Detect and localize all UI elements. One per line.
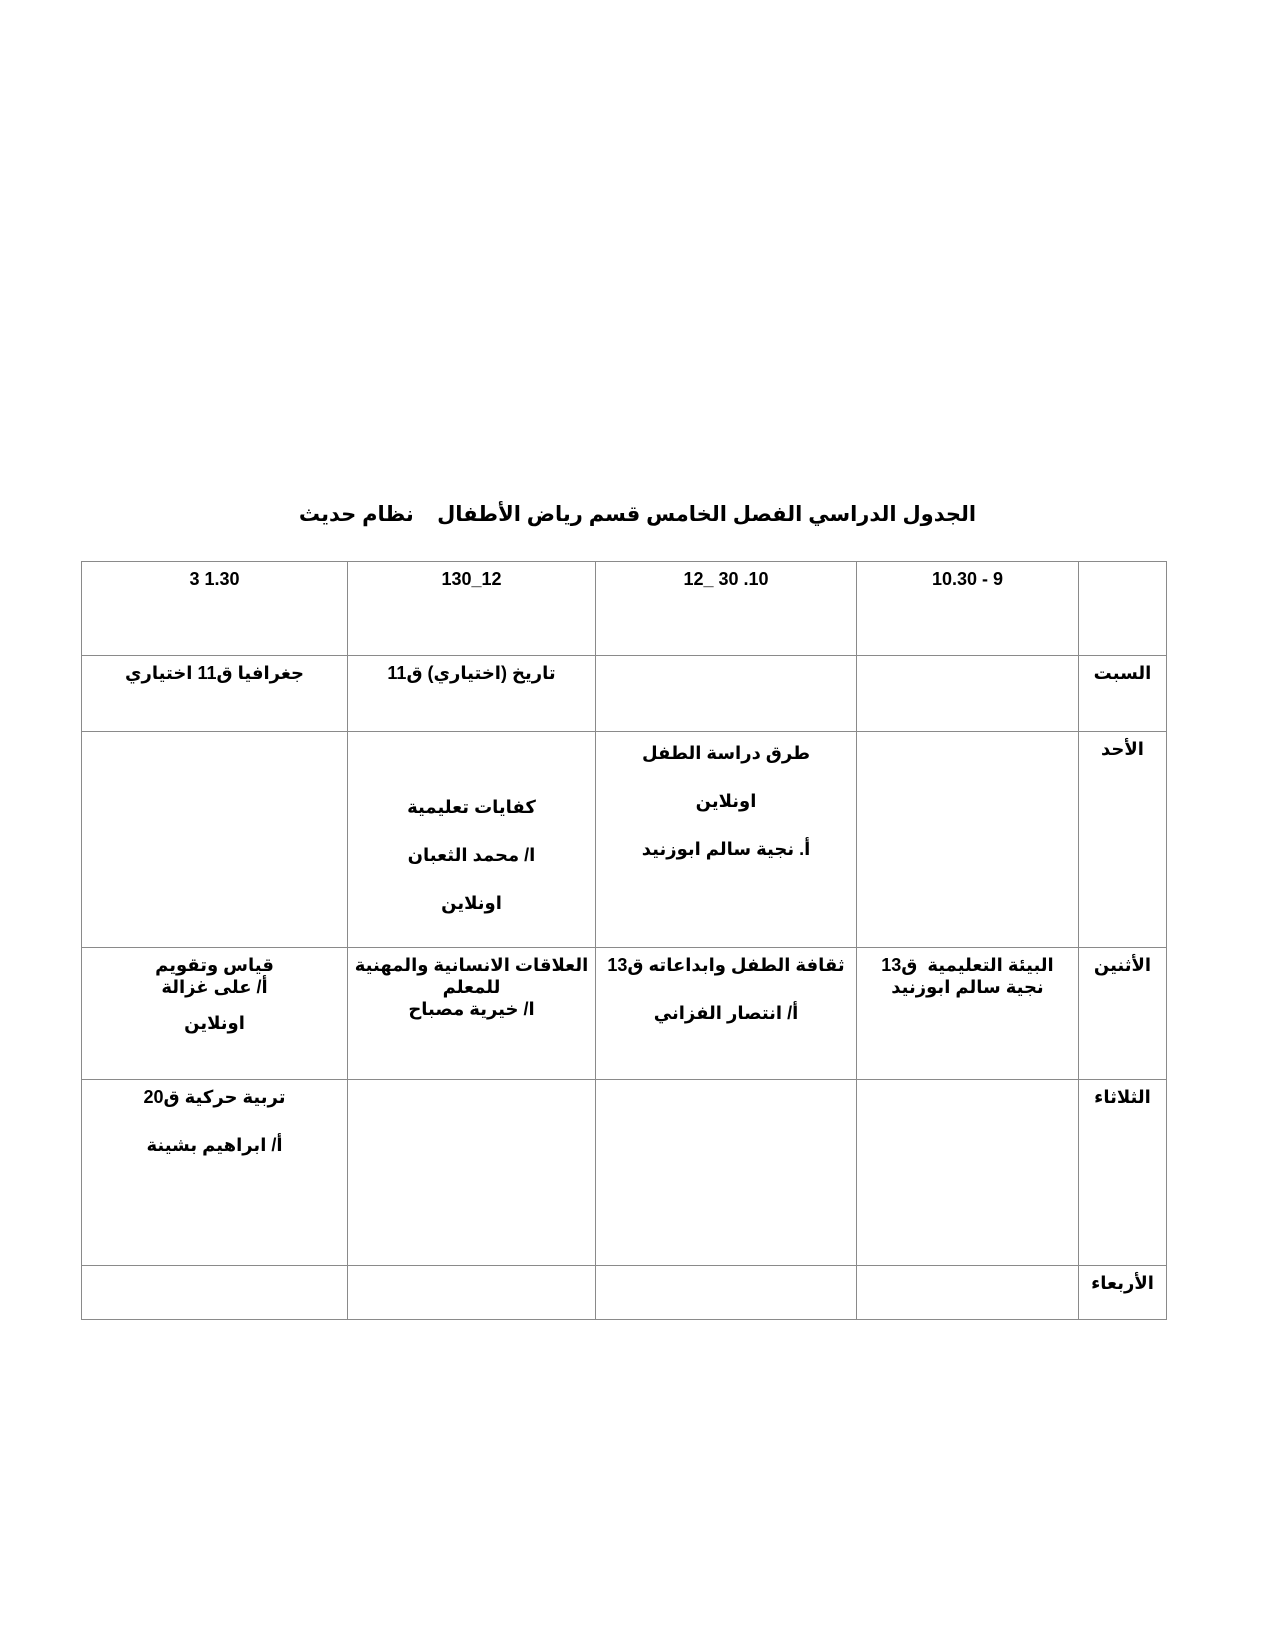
course-child-study-methods: طرق دراسة الطفل [641,743,811,763]
cell-mon-slot1 [857,948,1079,1080]
cell-sun-slot3 [348,732,596,948]
course-history: تاريخ (اختياري) ق11 [387,663,556,683]
cell-wed-slot2 [596,1266,857,1320]
header-row [82,562,1167,656]
instructor: أ. نجية سالم ابوزنيد [641,839,811,859]
course-learning-environment: البيئة التعليمية ق13 [881,955,1054,975]
corner-cell [1079,562,1167,656]
instructor: أ/ ابراهيم بشينة [146,1135,283,1155]
cell-sat-slot1 [857,656,1079,732]
time-slot-1: 9 - 10.30 [857,562,1079,656]
cell-sun-slot2 [596,732,857,948]
cell-wed-slot4 [82,1266,348,1320]
instructor: نجية سالم ابوزنيد [891,977,1044,997]
mode-online: اونلاين [695,791,757,811]
course-geography: جغرافيا ق11 اختياري [125,663,304,683]
time-slot-4: 1.30 3 [82,562,348,656]
cell-sat-slot4 [82,656,348,732]
day-monday: الأثنين [1079,948,1167,1080]
instructor: ا/ محمد الثعبان [407,845,536,865]
cell-sun-slot1 [857,732,1079,948]
cell-mon-slot2 [596,948,857,1080]
day-tuesday: الثلاثاء [1079,1080,1167,1266]
cell-tue-slot4 [82,1080,348,1266]
instructor: أ/ انتصار الفزاني [653,1003,799,1023]
cell-wed-slot1 [857,1266,1079,1320]
day-sunday: الأحد [1079,732,1167,948]
day-saturday: السبت [1079,656,1167,732]
cell-tue-slot3 [348,1080,596,1266]
mode-online: اونلاين [441,893,502,913]
course-child-culture: ثقافة الطفل وابداعاته ق13 [607,955,845,975]
time-slot-3: 12_130 [348,562,596,656]
cell-mon-slot4 [82,948,348,1080]
cell-wed-slot3 [348,1266,596,1320]
cell-mon-slot3 [348,948,596,1080]
cell-sun-slot4 [82,732,348,948]
row-wednesday [82,1266,1167,1320]
cell-tue-slot1 [857,1080,1079,1266]
day-wednesday: الأربعاء [1079,1266,1167,1320]
instructor: ا/ خيرية مصباح [408,999,535,1019]
cell-sat-slot2 [596,656,857,732]
instructor: أ/ على غزالة [161,977,268,997]
cell-sat-slot3 [348,656,596,732]
course-human-relations-cont: للمعلم [442,977,501,997]
time-slot-2: 10. 30 _12 [596,562,857,656]
cell-tue-slot2 [596,1080,857,1266]
course-measurement-evaluation: قياس وتقويم [155,955,274,975]
course-human-relations: العلاقات الانسانية والمهنية [354,955,589,975]
mode-online: اونلاين [184,1013,245,1033]
course-motor-education: تربية حركية ق20 [143,1087,286,1107]
schedule-table [81,561,1167,1320]
course-teaching-competencies: كفايات تعليمية [407,797,536,817]
page-title: الجدول الدراسي الفصل الخامس قسم رياض الأطفال نظام حديث [298,503,977,526]
row-tuesday [82,1080,1167,1266]
row-saturday [82,656,1167,732]
row-sunday [82,732,1167,948]
row-monday [82,948,1167,1080]
